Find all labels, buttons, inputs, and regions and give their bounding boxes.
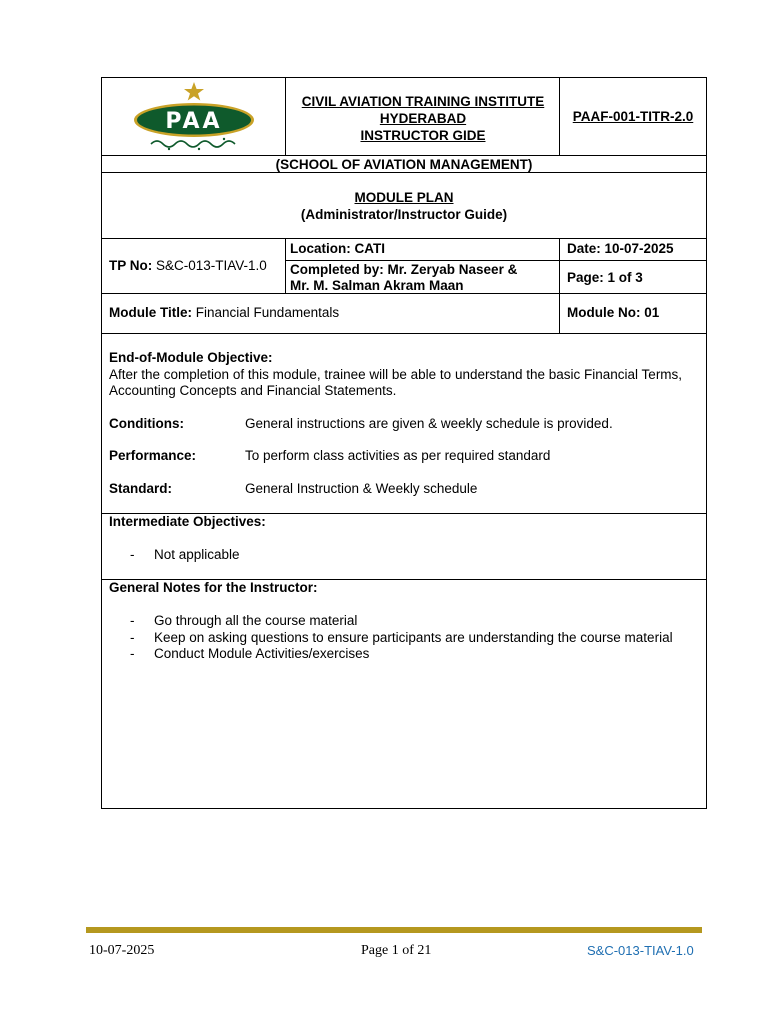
logo-text: PAA bbox=[165, 109, 223, 134]
module-plan-title: MODULE PLAN bbox=[354, 190, 454, 205]
completed-by: Completed by: Mr. Zeryab Naseer & Mr. M. Salman Akram Maan bbox=[290, 262, 518, 293]
date: Date: 10-07-2025 bbox=[567, 241, 674, 256]
module-title: Module Title: Financial Fundamentals bbox=[109, 305, 340, 320]
module-plan-table: PAA CIVIL AVIATION TRAINING INSTITUTE HYDERABAD INSTRUCTOR GIDE PAAF-001-TITR-2.0 (SCHOOL OF AVIATION MANAGEMENT) MODULE PLAN (Administrator/Instructor Guide) TP No: S&C-013-TIAV-1.0 Location: CATI Date: 10-07-2025 Completed by: Mr. Zeryab Naseer & Mr. M. Salman Akram Maan Page: 1 of 3 Module Title: Financial Fundamentals Module No: 01 End-of-Module Objective: After the completion of this module, trainee will be able to understand the basic Financial Terms, Accounting Concepts and Financial Statements. Conditions: General instructions are given & weekly schedule is provided. Performance: To perform class activities as per required standard Standard: General Instruction & Weekly schedule Intermediate Objectives: - Not applicable General Notes for the Instructor: - Go through all the course material - Keep on asking questions to ensure participants are understanding the course material - Conduct Module Activities/exercises bbox=[101, 77, 707, 809]
objective-text-line2: Accounting Concepts and Financial Statements. bbox=[109, 383, 397, 398]
paa-logo bbox=[129, 78, 255, 156]
footer-page-number: Page 1 of 21 bbox=[361, 943, 432, 958]
performance-label: Performance: bbox=[109, 448, 197, 463]
performance-value: To perform class activities as per required standard bbox=[245, 448, 551, 463]
footer-document-code: S&C-013-TIAV-1.0 bbox=[587, 943, 694, 958]
objective-text-line1: After the completion of this module, trainee will be able to understand the basic Financial Terms, bbox=[109, 367, 683, 382]
standard-value: General Instruction & Weekly schedule bbox=[245, 481, 478, 496]
intermediate-heading: Intermediate Objectives: bbox=[109, 514, 266, 529]
conditions-value: General instructions are given & weekly schedule is provided. bbox=[245, 416, 613, 431]
tp-number: TP No: S&C-013-TIAV-1.0 bbox=[109, 258, 267, 273]
notes-heading: General Notes for the Instructor: bbox=[109, 580, 318, 595]
location: Location: CATI bbox=[290, 241, 385, 256]
document-code: PAAF-001-TITR-2.0 bbox=[572, 109, 694, 124]
objective-heading: End-of-Module Objective: bbox=[109, 350, 273, 365]
module-plan-subtitle: (Administrator/Instructor Guide) bbox=[300, 207, 508, 222]
standard-label: Standard: bbox=[109, 481, 173, 496]
module-number: Module No: 01 bbox=[567, 305, 660, 320]
page-count: Page: 1 of 3 bbox=[567, 270, 643, 285]
footer-date: 10-07-2025 bbox=[89, 943, 155, 958]
school-name: (SCHOOL OF AVIATION MANAGEMENT) bbox=[275, 157, 533, 172]
footer-rule bbox=[86, 927, 702, 933]
institute-name: CIVIL AVIATION TRAINING INSTITUTE HYDERABAD INSTRUCTOR GIDE bbox=[301, 94, 545, 143]
conditions-label: Conditions: bbox=[109, 416, 184, 431]
